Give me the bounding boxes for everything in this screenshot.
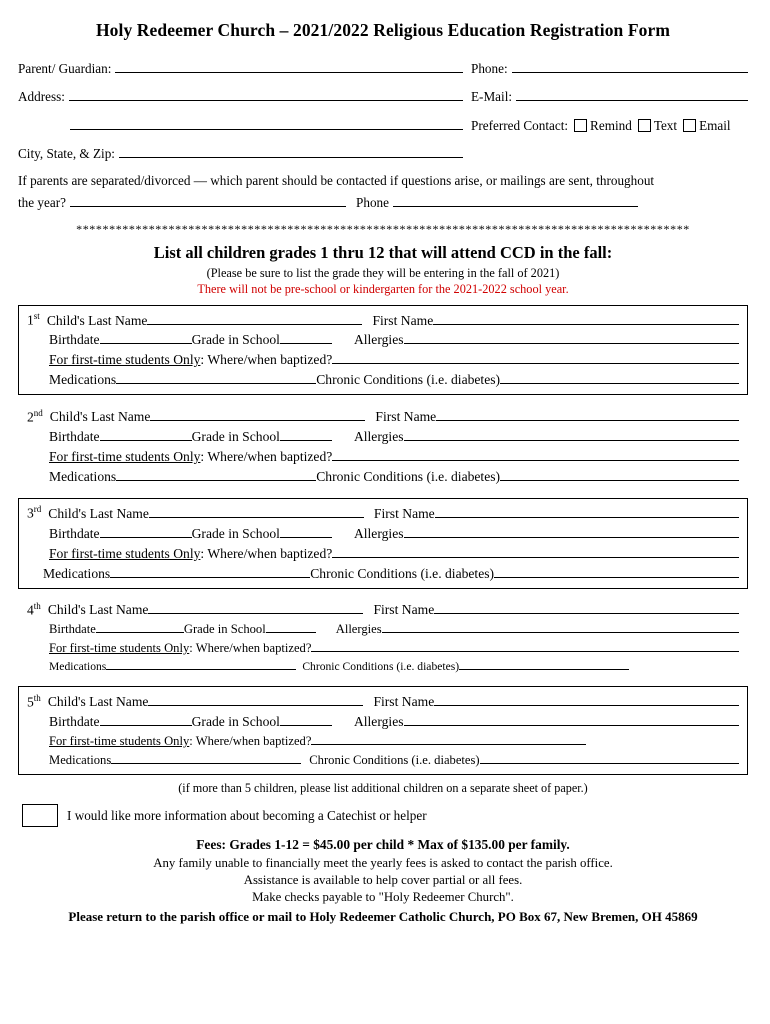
child-5-birthdate-label: Birthdate (49, 714, 100, 730)
child-3-birthdate-label: Birthdate (49, 525, 100, 541)
child-1-medications-label: Medications (49, 372, 117, 388)
address-field[interactable] (18, 88, 463, 106)
child-2-birthdate-label: Birthdate (49, 429, 100, 445)
child-3-medications-label: Medications (43, 565, 111, 581)
child-5-medications-input[interactable] (111, 751, 301, 764)
child-1-medications-input[interactable] (116, 370, 316, 384)
fees-line-1: Any family unable to financially meet the yearly fees is asked to contact the parish office. (153, 856, 613, 871)
fees-line-3: Make checks payable to "Holy Redeemer Church". (252, 890, 514, 905)
children-section-subnote: (Please be sure to list the grade they will be entering in the fall of 2021) (206, 265, 560, 280)
child-1-baptized-label: : Where/when baptized? (200, 352, 333, 368)
child-4-first-name-input[interactable] (434, 601, 739, 615)
city-state-zip-row (18, 145, 748, 163)
address-line2-input[interactable] (70, 116, 463, 130)
checkbox-text-label: Text (653, 117, 678, 133)
child-2-medications-input[interactable] (116, 467, 316, 481)
child-4-birthdate-label: Birthdate (49, 622, 96, 637)
child-1-chronic-label: Chronic Conditions (i.e. diabetes) (316, 372, 501, 388)
child-4-first-name-label: First Name (373, 602, 435, 618)
email-field[interactable] (463, 88, 748, 106)
child-1-first-time-label: For first-time students Only (49, 352, 201, 368)
child-1-last-name-label: Child's Last Name (46, 312, 148, 328)
checkbox-text[interactable] (638, 119, 651, 132)
separated-note-row2 (18, 193, 748, 211)
parent-phone-row (18, 59, 748, 77)
child-1-allergies-label: Allergies (353, 332, 404, 348)
child-5-allergies-input[interactable] (404, 712, 739, 726)
catechist-interest-row[interactable] (22, 804, 748, 827)
address2-contact-row (18, 116, 748, 134)
child-1-first-name-label: First Name (372, 312, 434, 328)
child-2-grade-input[interactable] (280, 427, 332, 441)
child-2-baptized-input[interactable] (332, 447, 739, 461)
child-block-3 (18, 498, 748, 589)
child-2-chronic-label: Chronic Conditions (i.e. diabetes) (316, 468, 501, 484)
phone-label: Phone: (471, 60, 508, 76)
child-5-baptized-input[interactable] (311, 732, 586, 745)
child-4-allergies-label: Allergies (335, 622, 382, 637)
child-3-first-name-label: First Name (373, 505, 435, 521)
checkbox-remind-label: Remind (590, 117, 632, 133)
preferred-contact-group (463, 118, 748, 134)
child-5-birthdate-input[interactable] (100, 712, 192, 726)
child-1-birthdate-label: Birthdate (49, 332, 100, 348)
catechist-checkbox[interactable] (22, 804, 58, 827)
child-3-first-name-input[interactable] (435, 504, 739, 518)
child-1-baptized-input[interactable] (332, 350, 739, 364)
child-5-last-name-label: Child's Last Name (47, 694, 149, 710)
child-2-allergies-label: Allergies (353, 429, 404, 445)
child-5-first-name-input[interactable] (434, 692, 739, 706)
child-4-ordinal: 4th (27, 600, 41, 618)
child-1-chronic-input[interactable] (500, 370, 739, 384)
child-3-first-time-label: For first-time students Only (49, 545, 201, 561)
child-5-medications-label: Medications (49, 753, 112, 768)
checkbox-remind[interactable] (574, 119, 587, 132)
checkbox-email-label: Email (699, 117, 731, 133)
child-1-first-name-input[interactable] (433, 311, 739, 325)
child-4-baptized-label: : Where/when baptized? (189, 641, 312, 656)
child-1-last-name-input[interactable] (147, 311, 362, 325)
child-3-last-name-input[interactable] (149, 504, 364, 518)
separated-phone-label: Phone (356, 194, 389, 210)
page-title: Holy Redeemer Church – 2021/2022 Religious Education Registration Form (95, 20, 671, 40)
child-2-allergies-input[interactable] (404, 427, 739, 441)
separated-note-line1: If parents are separated/divorced — which parent should be contacted if questions arise, or mailings are sent, throughout (18, 173, 655, 189)
parent-guardian-input[interactable] (115, 59, 463, 73)
child-5-grade-input[interactable] (280, 712, 332, 726)
child-2-birthdate-input[interactable] (100, 427, 192, 441)
child-5-grade-label: Grade in School (191, 714, 280, 730)
child-3-last-name-label: Child's Last Name (48, 505, 149, 521)
parent-guardian-label: Parent/ Guardian: (18, 60, 112, 76)
child-3-allergies-input[interactable] (404, 524, 739, 538)
child-4-last-name-input[interactable] (148, 601, 363, 615)
parent-guardian-field[interactable] (18, 59, 463, 77)
child-5-ordinal: 5th (27, 692, 41, 710)
phone-input[interactable] (512, 59, 748, 73)
child-2-first-name-label: First Name (375, 409, 437, 425)
child-4-baptized-input[interactable] (311, 639, 739, 652)
child-3-grade-input[interactable] (280, 524, 332, 538)
more-children-note: (if more than 5 children, please list additional children on a separate sheet of paper.) (178, 781, 588, 796)
catechist-label: I would like more information about becoming a Catechist or helper (67, 807, 427, 823)
child-3-chronic-input[interactable] (494, 564, 739, 578)
preferred-contact-label: Preferred Contact: (471, 117, 569, 133)
children-section-rednote: There will not be pre-school or kindergarten for the 2021-2022 school year. (197, 281, 569, 296)
child-1-grade-label: Grade in School (191, 332, 280, 348)
email-label: E-Mail: (471, 89, 513, 105)
child-3-chronic-label: Chronic Conditions (i.e. diabetes) (310, 565, 495, 581)
child-3-grade-label: Grade in School (191, 525, 280, 541)
email-input[interactable] (516, 88, 748, 102)
child-4-allergies-input[interactable] (382, 620, 739, 633)
separated-phone-input[interactable] (393, 193, 638, 207)
fees-line-2: Assistance is available to help cover partial or all fees. (243, 873, 523, 888)
child-5-first-name-label: First Name (373, 694, 435, 710)
child-2-first-name-input[interactable] (436, 407, 739, 421)
child-4-medications-label: Medications (49, 660, 107, 674)
address-input[interactable] (69, 88, 463, 102)
child-2-chronic-input[interactable] (500, 467, 739, 481)
address-label: Address: (18, 89, 65, 105)
phone-field[interactable] (463, 59, 748, 77)
child-5-first-time-label: For first-time students Only (49, 734, 190, 749)
return-instructions: Please return to the parish office or mail to Holy Redeemer Catholic Church, PO Box 67, New Bremen, OH 45869 (68, 909, 698, 925)
child-1-birthdate-input[interactable] (100, 331, 192, 345)
child-block-4 (18, 595, 748, 681)
child-4-chronic-input[interactable] (459, 658, 629, 670)
address-line2-field[interactable] (18, 116, 463, 134)
child-2-medications-label: Medications (49, 468, 117, 484)
address-email-row (18, 88, 748, 106)
asterisk-divider: ********************************************************************************************* (76, 221, 690, 236)
child-5-last-name-input[interactable] (148, 692, 363, 706)
child-1-ordinal: 1st (27, 311, 40, 328)
checkbox-email[interactable] (683, 119, 696, 132)
child-block-1 (18, 305, 748, 396)
separated-note-line2: the year? (18, 194, 66, 210)
child-3-allergies-label: Allergies (353, 525, 404, 541)
child-2-last-name-input[interactable] (150, 407, 365, 421)
child-2-last-name-label: Child's Last Name (49, 409, 151, 425)
child-5-baptized-label: : Where/when baptized? (189, 734, 312, 749)
child-4-last-name-label: Child's Last Name (47, 602, 149, 618)
child-3-baptized-input[interactable] (332, 544, 739, 558)
child-5-chronic-label: Chronic Conditions (i.e. diabetes) (309, 753, 480, 768)
child-3-baptized-label: : Where/when baptized? (200, 545, 333, 561)
city-state-zip-field[interactable] (18, 145, 463, 163)
child-3-medications-input[interactable] (110, 564, 310, 578)
child-3-birthdate-input[interactable] (100, 524, 192, 538)
child-block-5 (18, 686, 748, 775)
child-4-birthdate-input[interactable] (96, 620, 184, 633)
separated-parent-input[interactable] (70, 193, 346, 207)
child-3-ordinal: 3rd (27, 504, 42, 521)
child-4-chronic-label: Chronic Conditions (i.e. diabetes) (302, 660, 460, 674)
child-2-grade-label: Grade in School (191, 429, 280, 445)
child-5-allergies-label: Allergies (353, 714, 404, 730)
child-4-grade-input[interactable] (266, 620, 316, 633)
child-2-ordinal: 2nd (27, 407, 43, 425)
child-4-medications-input[interactable] (106, 658, 296, 670)
child-2-baptized-label: : Where/when baptized? (200, 449, 333, 464)
child-4-grade-label: Grade in School (183, 622, 266, 637)
child-1-allergies-input[interactable] (404, 331, 739, 345)
child-2-first-time-label: For first-time students Only (49, 449, 201, 464)
children-section-heading: List all children grades 1 thru 12 that will attend CCD in the fall: (153, 242, 613, 262)
child-5-chronic-input[interactable] (480, 751, 739, 764)
city-state-zip-label: City, State, & Zip: (18, 146, 115, 162)
child-block-2 (18, 401, 748, 492)
child-1-grade-input[interactable] (280, 331, 332, 345)
fees-heading: Fees: Grades 1-12 = $45.00 per child * Max of $135.00 per family. (196, 837, 570, 853)
city-state-zip-input[interactable] (119, 145, 463, 159)
child-4-first-time-label: For first-time students Only (49, 641, 190, 656)
